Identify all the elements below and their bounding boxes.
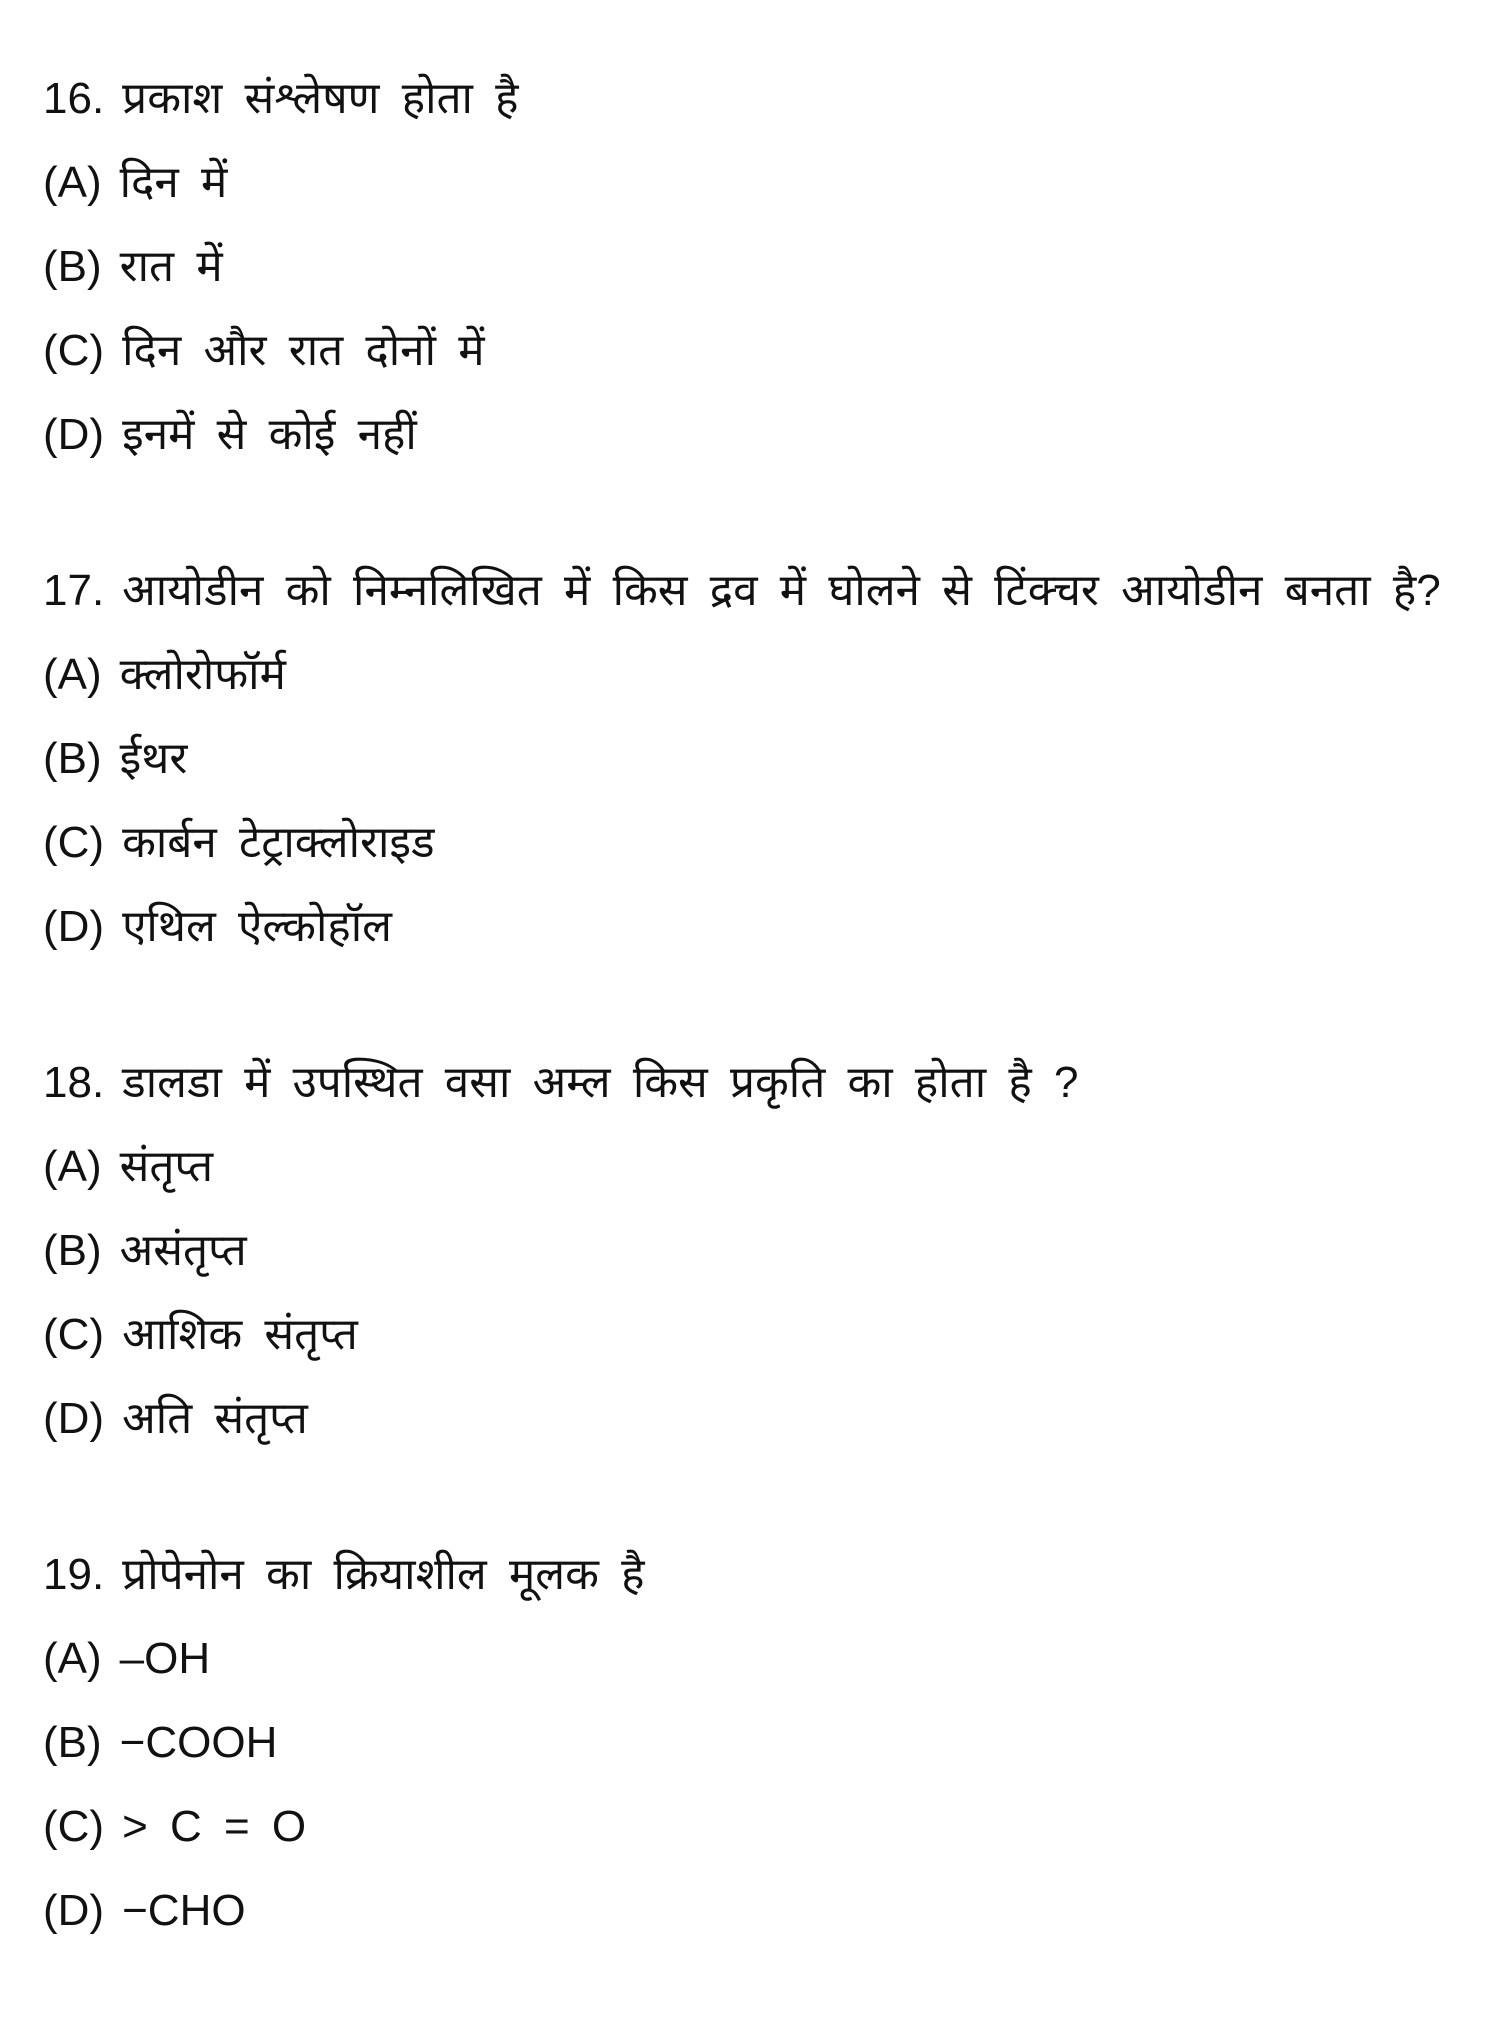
option-label: (B) bbox=[43, 734, 102, 783]
question-18-option-b bbox=[43, 1222, 1465, 1306]
option-text: एथिल ऐल्कोहॉल bbox=[122, 902, 392, 951]
question-16-option-a bbox=[43, 154, 1465, 238]
question-18-option-a bbox=[43, 1138, 1465, 1222]
question-17-option-c bbox=[43, 814, 1465, 898]
question-16-heading bbox=[43, 70, 1465, 154]
option-text: असंतृप्त bbox=[119, 1226, 247, 1275]
question-number: 17. bbox=[43, 566, 105, 615]
question-16-option-c bbox=[43, 322, 1465, 406]
option-text: इनमें से कोई नहीं bbox=[122, 410, 417, 459]
option-label: (C) bbox=[43, 326, 105, 375]
option-label: (A) bbox=[43, 158, 102, 207]
option-label: (D) bbox=[43, 1394, 105, 1443]
question-18-option-c bbox=[43, 1306, 1465, 1390]
option-label: (A) bbox=[43, 1634, 102, 1683]
option-text: अति संतृप्त bbox=[122, 1394, 308, 1443]
option-text: आशिक संतृप्त bbox=[122, 1310, 358, 1359]
option-text: दिन में bbox=[119, 158, 228, 207]
question-text: डालडा में उपस्थित वसा अम्ल किस प्रकृति का होता है ? bbox=[122, 1058, 1079, 1107]
option-text: संतृप्त bbox=[119, 1142, 214, 1191]
option-text: –OH bbox=[119, 1634, 211, 1683]
option-label: (A) bbox=[43, 650, 102, 699]
question-17-heading bbox=[43, 562, 1465, 646]
option-label: (B) bbox=[43, 1718, 102, 1767]
option-label: (C) bbox=[43, 1310, 105, 1359]
question-19-heading bbox=[43, 1546, 1465, 1630]
option-label: (B) bbox=[43, 242, 102, 291]
option-text: −COOH bbox=[119, 1718, 278, 1767]
option-text: −CHO bbox=[122, 1886, 246, 1935]
question-17-option-d bbox=[43, 898, 1465, 982]
question-18-heading bbox=[43, 1054, 1465, 1138]
option-text: क्लोरोफॉर्म bbox=[119, 650, 286, 699]
question-16 bbox=[43, 70, 1465, 490]
question-17-option-a bbox=[43, 646, 1465, 730]
option-label: (D) bbox=[43, 1886, 105, 1935]
question-19 bbox=[43, 1546, 1465, 1966]
option-label: (A) bbox=[43, 1142, 102, 1191]
question-16-option-b bbox=[43, 238, 1465, 322]
option-label: (C) bbox=[43, 818, 105, 867]
question-text: आयोडीन को निम्नलिखित में किस द्रव में घोलने से टिंक्चर आयोडीन बनता है? bbox=[122, 566, 1441, 615]
option-label: (B) bbox=[43, 1226, 102, 1275]
question-18 bbox=[43, 1054, 1465, 1474]
option-label: (C) bbox=[43, 1802, 105, 1851]
option-label: (D) bbox=[43, 902, 105, 951]
question-text: प्रकाश संश्लेषण होता है bbox=[122, 74, 519, 123]
question-number: 18. bbox=[43, 1058, 105, 1107]
question-19-option-b bbox=[43, 1714, 1465, 1798]
option-text: ईथर bbox=[119, 734, 188, 783]
option-text: कार्बन टेट्राक्लोराइड bbox=[122, 818, 435, 867]
option-text: रात में bbox=[119, 242, 223, 291]
question-19-option-a bbox=[43, 1630, 1465, 1714]
question-number: 16. bbox=[43, 74, 105, 123]
option-text: दिन और रात दोनों में bbox=[122, 326, 485, 375]
question-16-option-d bbox=[43, 406, 1465, 490]
question-19-option-d bbox=[43, 1882, 1465, 1966]
option-text: > C = O bbox=[122, 1802, 307, 1851]
question-17 bbox=[43, 562, 1465, 982]
question-18-option-d bbox=[43, 1390, 1465, 1474]
question-17-option-b bbox=[43, 730, 1465, 814]
option-label: (D) bbox=[43, 410, 105, 459]
question-text: प्रोपेनोन का क्रियाशील मूलक है bbox=[122, 1550, 645, 1599]
question-number: 19. bbox=[43, 1550, 105, 1599]
question-19-option-c bbox=[43, 1798, 1465, 1882]
